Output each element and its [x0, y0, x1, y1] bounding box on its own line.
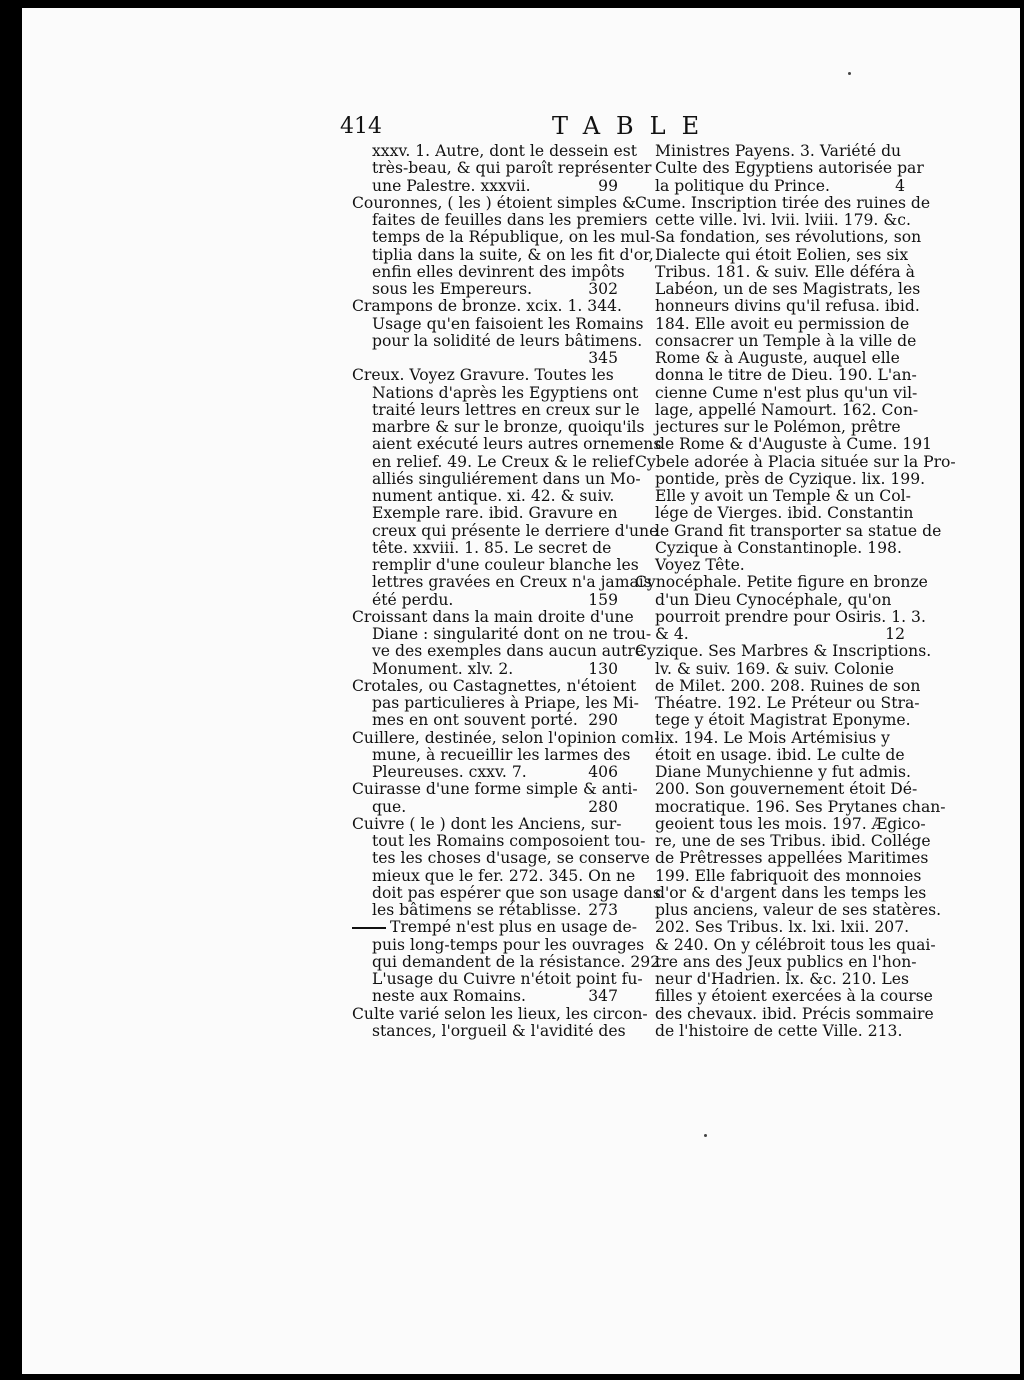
- line-text: de Milet. 200. 208. Ruines de son: [655, 676, 921, 695]
- right-column-line: [635, 1004, 934, 1023]
- right-column-line: [635, 521, 942, 540]
- right-column-line: [635, 452, 956, 471]
- line-text: une Palestre. xxxvii.: [372, 176, 531, 195]
- line-text: pontide, près de Cyzique. lix. 199.: [655, 469, 926, 488]
- left-column-line: [352, 556, 639, 574]
- line-text: Dialecte qui étoit Eolien, ses six: [655, 245, 909, 264]
- left-column-line: [352, 625, 652, 643]
- line-text: Crotales, ou Castagnettes, n'étoient: [352, 676, 637, 695]
- left-column-line: [352, 952, 661, 971]
- right-column-line: [635, 730, 905, 747]
- line-text: très-beau, & qui paroît représenter: [372, 159, 652, 178]
- line-text: mes en ont souvent porté.: [372, 711, 578, 730]
- repeat-entry-dash: [352, 927, 386, 929]
- left-column-line: [352, 488, 618, 505]
- left-column-line: [352, 435, 662, 454]
- right-column-line: [635, 540, 905, 557]
- left-column-line: [352, 918, 638, 937]
- line-text: Sa fondation, ses révolutions, son: [655, 228, 922, 247]
- left-column-line: [352, 814, 622, 833]
- line-text: d'un Dieu Cynocéphale, qu'on: [655, 590, 892, 609]
- line-text: cette ville. lvi. lvii. lviii. 179. &c.: [655, 211, 911, 229]
- line-text: Culte des Egyptiens autorisée par: [655, 159, 924, 178]
- right-column-line: [635, 626, 905, 643]
- right-column-line: [635, 419, 905, 436]
- right-column-line: [635, 711, 911, 730]
- line-text: de Prêtresses appellées Maritimes: [655, 849, 929, 868]
- right-column-line: [635, 331, 917, 350]
- page-reference: 4: [895, 176, 905, 195]
- left-column-line: [352, 592, 618, 609]
- line-text: Elle y avoit un Temple & un Col-: [655, 487, 911, 505]
- line-text: re, une de ses Tribus. ibid. Collége: [655, 832, 931, 850]
- right-column-line: [635, 504, 914, 523]
- line-text: Diane Munychienne y fut admis.: [655, 763, 911, 781]
- left-column-line: [352, 297, 623, 316]
- left-column-line: [352, 573, 652, 592]
- line-text: xxxv. 1. Autre, dont le dessein est: [372, 142, 637, 160]
- right-column-line: [635, 211, 911, 229]
- page-reference: 290: [588, 711, 618, 730]
- line-text: lége de Vierges. ibid. Constantin: [655, 504, 914, 523]
- left-column-line: [352, 728, 660, 747]
- line-text: le Grand fit transporter sa statue de: [655, 521, 942, 540]
- left-column-line: [352, 780, 638, 799]
- left-column-line: [352, 849, 650, 868]
- right-column-line: [635, 676, 921, 695]
- right-column-line: [635, 228, 922, 247]
- left-column-line: [352, 935, 645, 954]
- line-text: stances, l'orgueil & l'avidité des: [372, 1021, 626, 1040]
- page-reference: 345: [588, 349, 618, 367]
- left-column-line: [352, 452, 634, 471]
- left-column-line: [352, 902, 618, 919]
- right-column-line: [635, 866, 922, 885]
- right-column-line: [635, 780, 918, 799]
- line-text: plus anciens, valeur de ses statères.: [655, 901, 942, 919]
- line-text: Cuirasse d'une forme simple & anti-: [352, 780, 638, 799]
- left-column-line: [352, 712, 618, 729]
- line-text: 199. Elle fabriquoit des monnoies: [655, 866, 922, 885]
- line-text: qui demandent de la résistance. 292: [372, 952, 661, 971]
- line-text: tiplia dans la suite, & on les fit d'or,: [372, 245, 654, 264]
- line-text: Monument. xlv. 2.: [372, 659, 514, 678]
- page-reference: 280: [588, 797, 618, 816]
- line-text: en relief. 49. Le Creux & le relief: [372, 452, 634, 471]
- line-text: honneurs divins qu'il refusa. ibid.: [655, 297, 920, 316]
- line-text: mocratique. 196. Ses Prytanes chan-: [655, 797, 946, 816]
- left-column-line: [352, 1004, 648, 1023]
- line-text: d'or & d'argent dans les temps les: [655, 883, 927, 902]
- line-text: & 240. On y célébroit tous les quai-: [655, 935, 936, 954]
- right-column-line: [635, 193, 931, 212]
- right-column-line: [635, 159, 924, 178]
- right-column-line: [635, 1023, 905, 1040]
- line-text: cienne Cume n'est plus qu'un vil-: [655, 383, 918, 402]
- line-text: lage, appellé Namourt. 162. Con-: [655, 400, 919, 419]
- line-text: les bâtimens se rétablisse.: [372, 901, 582, 919]
- left-column-line: [352, 883, 661, 902]
- right-column-line: [635, 747, 905, 764]
- line-text: faites de feuilles dans les premiers: [372, 211, 648, 229]
- line-text: Tribus. 181. & suiv. Elle déféra à: [655, 262, 915, 281]
- left-column-line: [352, 745, 631, 764]
- line-text: Voyez Tête.: [655, 556, 745, 574]
- right-column-line: [635, 383, 918, 402]
- right-column-line: [635, 918, 910, 937]
- line-text: donna le titre de Dieu. 190. L'an-: [655, 366, 917, 385]
- left-column-line: [352, 350, 618, 367]
- line-text: Crampons de bronze. xcix. 1. 344.: [352, 297, 623, 316]
- line-text: neste aux Romains.: [372, 987, 527, 1006]
- left-column-line: [352, 832, 646, 850]
- right-column-line: [635, 314, 910, 333]
- right-column-line: [635, 763, 911, 781]
- line-text: neur d'Hadrien. lx. &c. 210. Les: [655, 970, 909, 988]
- line-text: 184. Elle avoit eu permission de: [655, 314, 910, 333]
- left-column-line: [352, 245, 654, 264]
- left-column-line: [352, 661, 618, 678]
- right-column-line: [635, 245, 909, 264]
- line-text: des chevaux. ibid. Précis sommaire: [655, 1004, 934, 1023]
- page-reference: 159: [588, 590, 618, 609]
- line-text: L'usage du Cuivre n'étoit point fu-: [372, 970, 643, 988]
- right-column-line: [635, 280, 921, 298]
- right-column-line: [635, 469, 926, 488]
- left-column-line: [352, 505, 618, 522]
- line-text: Nations d'après les Egyptiens ont: [372, 383, 639, 402]
- right-column: [635, 142, 956, 1040]
- right-column-line: [635, 797, 946, 816]
- line-text: Rome & à Auguste, auquel elle: [655, 349, 900, 367]
- line-text: Croissant dans la main droite d'une: [352, 607, 634, 626]
- left-column-line: [352, 676, 637, 695]
- left-column-line: [352, 970, 643, 988]
- line-text: doit pas espérer que son usage dans: [372, 883, 661, 902]
- line-text: mune, à recueillir les larmes des: [372, 745, 631, 764]
- left-column-line: [352, 469, 641, 488]
- right-column-line: [635, 487, 911, 505]
- right-column-line: [635, 557, 905, 574]
- right-column-line: [635, 849, 929, 868]
- page-reference: 130: [588, 659, 618, 678]
- line-text: Diane : singularité dont on ne trou-: [372, 625, 652, 643]
- line-text: pas particulieres à Priape, les Mi-: [372, 694, 639, 712]
- line-text: que.: [372, 797, 407, 816]
- right-column-line: [635, 661, 905, 678]
- page-reference: 99: [598, 176, 618, 195]
- right-column-line: [635, 814, 926, 833]
- left-column-line: [352, 642, 645, 661]
- right-column-line: [635, 366, 917, 385]
- line-text: Cuivre ( le ) dont les Anciens, sur-: [352, 814, 622, 833]
- left-column-line: [352, 178, 618, 195]
- right-column-line: [635, 642, 932, 661]
- line-text: lix. 194. Le Mois Artémisius y: [655, 728, 890, 747]
- line-text: tes les choses d'usage, se conserve: [372, 849, 650, 868]
- left-column-line: [352, 193, 636, 212]
- line-text: Cynocéphale. Petite figure en bronze: [635, 573, 928, 592]
- line-text: Théatre. 192. Le Préteur ou Stra-: [655, 694, 920, 712]
- book-page: [22, 8, 1020, 1374]
- line-text: pour la solidité de leurs bâtimens.: [372, 331, 643, 350]
- right-column-line: [635, 178, 905, 195]
- page-number: 414: [340, 114, 382, 139]
- line-text: pourroit prendre pour Osiris. 1. 3.: [655, 607, 926, 626]
- left-column-line: [352, 540, 618, 557]
- right-column-line: [635, 592, 905, 609]
- right-column-line: [635, 987, 933, 1006]
- line-text: la politique du Prince.: [655, 176, 830, 195]
- line-text: Ministres Payens. 3. Variété du: [655, 142, 902, 160]
- line-text: ve des exemples dans aucun autre: [372, 642, 645, 661]
- left-column-line: [352, 281, 618, 298]
- line-text: Pleureuses. cxxv. 7.: [372, 763, 527, 781]
- running-title: TABLE: [552, 112, 716, 140]
- left-column-line: [352, 262, 625, 281]
- line-text: tout les Romains composoient tou-: [372, 832, 646, 850]
- line-text: Cyzique à Constantinople. 198.: [655, 538, 902, 557]
- line-text: creux qui présente le derriere d'une: [372, 521, 659, 540]
- page-reference: 12: [885, 625, 905, 643]
- right-column-line: [635, 970, 909, 988]
- page-reference: 273: [588, 901, 618, 919]
- line-text: enfin elles devinrent des impôts: [372, 262, 625, 281]
- page-header: [22, 112, 1020, 144]
- line-text: Exemple rare. ibid. Gravure en: [372, 504, 618, 523]
- left-column-line: [352, 607, 634, 626]
- line-text: Cybele adorée à Placia située sur la Pro-: [635, 452, 956, 471]
- line-text: lv. & suiv. 169. & suiv. Colonie: [655, 659, 894, 678]
- right-column-line: [635, 952, 917, 971]
- left-column-line: [352, 400, 640, 419]
- line-text: été perdu.: [372, 590, 454, 609]
- line-text: Couronnes, ( les ) étoient simples &: [352, 193, 636, 212]
- line-text: jectures sur le Polémon, prêtre: [655, 418, 901, 436]
- line-text: filles y étoient exercées à la course: [655, 987, 933, 1006]
- line-text: Cyzique. Ses Marbres & Inscriptions.: [635, 642, 932, 661]
- line-text: temps de la République, on les mul-: [372, 228, 656, 247]
- left-column-line: [352, 1021, 626, 1040]
- right-column-line: [635, 935, 936, 954]
- line-text: sous les Empereurs.: [372, 280, 533, 298]
- paper-speck: [848, 72, 851, 75]
- right-column-line: [635, 350, 905, 367]
- left-column: [352, 142, 662, 1040]
- paper-speck: [704, 1134, 707, 1137]
- line-text: mieux que le fer. 272. 345. On ne: [372, 866, 636, 885]
- left-column-line: [352, 521, 659, 540]
- line-text: 200. Son gouvernement étoit Dé-: [655, 780, 918, 799]
- right-column-line: [635, 573, 928, 592]
- left-column-line: [352, 694, 639, 712]
- left-column-line: [352, 314, 644, 333]
- line-text: consacrer un Temple à la ville de: [655, 331, 917, 350]
- page-reference: 347: [588, 987, 618, 1006]
- line-text: Cuillere, destinée, selon l'opinion com-: [352, 728, 660, 747]
- left-column-line: [352, 331, 643, 350]
- left-column-line: [352, 866, 636, 885]
- line-text: & 4.: [655, 625, 689, 643]
- line-text: Labéon, un de ses Magistrats, les: [655, 280, 921, 298]
- line-text: nument antique. xi. 42. & suiv.: [372, 487, 615, 505]
- line-text: lettres gravées en Creux n'a jamais: [372, 573, 652, 592]
- line-text: Creux. Voyez Gravure. Toutes les: [352, 366, 614, 385]
- line-text: de l'histoire de cette Ville. 213.: [655, 1021, 903, 1040]
- line-text: geoient tous les mois. 197. Ægico-: [655, 814, 926, 833]
- line-text: alliés singuliérement dans un Mo-: [372, 469, 641, 488]
- line-text: traité leurs lettres en creux sur le: [372, 400, 640, 419]
- left-column-line: [352, 211, 648, 229]
- left-column-line: [352, 988, 618, 1005]
- left-column-line: [352, 142, 637, 160]
- left-column-line: [352, 418, 645, 436]
- page-reference: 406: [588, 763, 618, 781]
- line-text: remplir d'une couleur blanche les: [372, 556, 639, 574]
- line-text: aient exécuté leurs autres ornemens: [372, 435, 662, 454]
- left-column-line: [352, 367, 618, 384]
- left-column-line: [352, 228, 656, 247]
- right-column-line: [635, 435, 933, 454]
- right-column-line: [635, 832, 931, 850]
- page-reference: 302: [588, 280, 618, 298]
- right-column-line: [635, 400, 919, 419]
- line-text: Culte varié selon les lieux, les circon-: [352, 1004, 648, 1023]
- right-column-line: [635, 901, 942, 919]
- line-text: Trempé n'est plus en usage de-: [390, 918, 638, 937]
- right-column-line: [635, 883, 927, 902]
- left-column-line: [352, 159, 652, 178]
- right-column-line: [635, 607, 926, 626]
- line-text: 202. Ses Tribus. lx. lxi. lxii. 207.: [655, 918, 910, 937]
- left-column-line: [352, 383, 639, 402]
- line-text: tête. xxviii. 1. 85. Le secret de: [372, 538, 612, 557]
- line-text: tege y étoit Magistrat Eponyme.: [655, 711, 911, 730]
- right-column-line: [635, 694, 920, 712]
- line-text: marbre & sur le bronze, quoiqu'ils: [372, 418, 645, 436]
- right-column-line: [635, 143, 905, 160]
- left-column-line: [352, 799, 618, 816]
- left-column-line: [352, 764, 618, 781]
- line-text: Usage qu'en faisoient les Romains: [372, 314, 644, 333]
- line-text: Cume. Inscription tirée des ruines de: [635, 193, 931, 212]
- right-column-line: [635, 297, 920, 316]
- line-text: étoit en usage. ibid. Le culte de: [655, 745, 905, 764]
- right-column-line: [635, 262, 915, 281]
- line-text: de Rome & d'Auguste à Cume. 191: [655, 435, 933, 454]
- line-text: tre ans des Jeux publics en l'hon-: [655, 952, 917, 971]
- line-text: puis long-temps pour les ouvrages: [372, 935, 645, 954]
